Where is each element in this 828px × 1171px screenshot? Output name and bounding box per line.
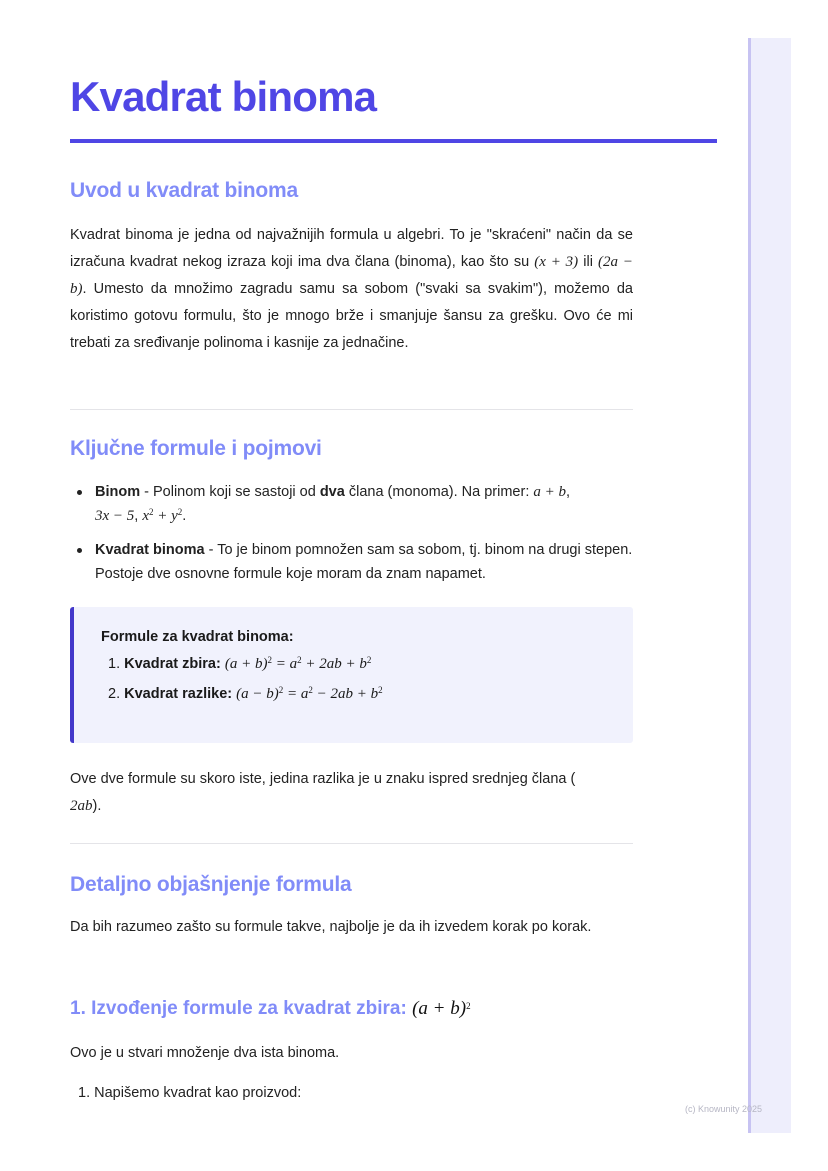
- section-intro: [70, 178, 633, 204]
- steps-list: [70, 1081, 633, 1105]
- title-underline: [70, 139, 717, 143]
- detail-paragraph: Da bih razumeo zašto su formule takve, najbolje je da ih izvedem korak po korak.: [70, 919, 592, 935]
- section-heading-key: Ključne formule i pojmovi: [70, 437, 322, 460]
- subsection-heading-sum: 1. Izvođenje formule za kvadrat zbira: $(a + b)^2$: [70, 998, 471, 1019]
- page-title: Kvadrat binoma: [70, 73, 377, 120]
- steps-wrap: [70, 1081, 633, 1105]
- section-divider: [70, 409, 633, 410]
- after-callout-wrap: [70, 766, 633, 820]
- formula-item: 2. Kvadrat razlike: $(a - b)^2 = a^2 - 2ab + b^2$: [108, 685, 383, 702]
- after-callout-paragraph: Ove dve formule su skoro iste, jedina razlika je u znaku ispred srednjeg člana ( 2ab).: [70, 771, 576, 814]
- subsection-sum: [70, 996, 633, 1022]
- formula-item: 1. Kvadrat zbira: $(a + b)^2 = a^2 + 2ab + b^2$: [108, 655, 372, 672]
- list-item: Binom - Polinom koji se sastoji od dva člana (monoma). Na primer: a + b, 3x − 5, $x^2 + y^2$.: [70, 480, 633, 528]
- section-heading-intro: Uvod u kvadrat binoma: [70, 179, 299, 202]
- step-item: 1. Napišemo kvadrat kao proizvod:: [78, 1085, 302, 1101]
- detail-paragraph-wrap: [70, 914, 633, 941]
- definitions-list: [70, 480, 633, 586]
- intro-paragraph-wrap: [70, 222, 633, 357]
- bullet-icon: [77, 490, 82, 495]
- section-key: [70, 436, 633, 462]
- section-divider: [70, 843, 633, 844]
- section-detail: [70, 872, 633, 898]
- subsection-paragraph: Ovo je u stvari množenje dva ista binoma.: [70, 1045, 340, 1061]
- copyright-footer: (c) Knowunity 2025: [685, 1104, 763, 1114]
- callout-heading: Formule za kvadrat binoma:: [101, 629, 294, 645]
- formula-callout: [70, 607, 633, 743]
- bullet-icon: [77, 548, 82, 553]
- side-panel: [748, 38, 791, 1133]
- list-item: Kvadrat binoma - To je binom pomnožen sam sa sobom, tj. binom na drugi stepen. Postoje dve osnovne formule koje moram da znam napamet.: [70, 538, 633, 586]
- subsection-sum-paragraph-wrap: [70, 1040, 633, 1067]
- intro-paragraph: Kvadrat binoma je jedna od najvažnijih formula u algebri. To je "skraćeni" način da se izračuna kvadrat nekog izraza koji ima dva člana (binoma), kao što su (x + 3) ili (2a − b). Umesto da množimo zagradu samu sa sobom ("svaki sa svakim"), možemo da koristimo gotovu formulu, što je mnogo brže i smanjuje šansu za grešku. Ovo će mi trebati za sređivanje polinoma i kasnije za jednačine.: [70, 227, 633, 351]
- key-bullets-wrap: [70, 480, 633, 596]
- section-heading-detail: Detaljno objašnjenje formula: [70, 873, 352, 896]
- formula-list: [101, 649, 633, 709]
